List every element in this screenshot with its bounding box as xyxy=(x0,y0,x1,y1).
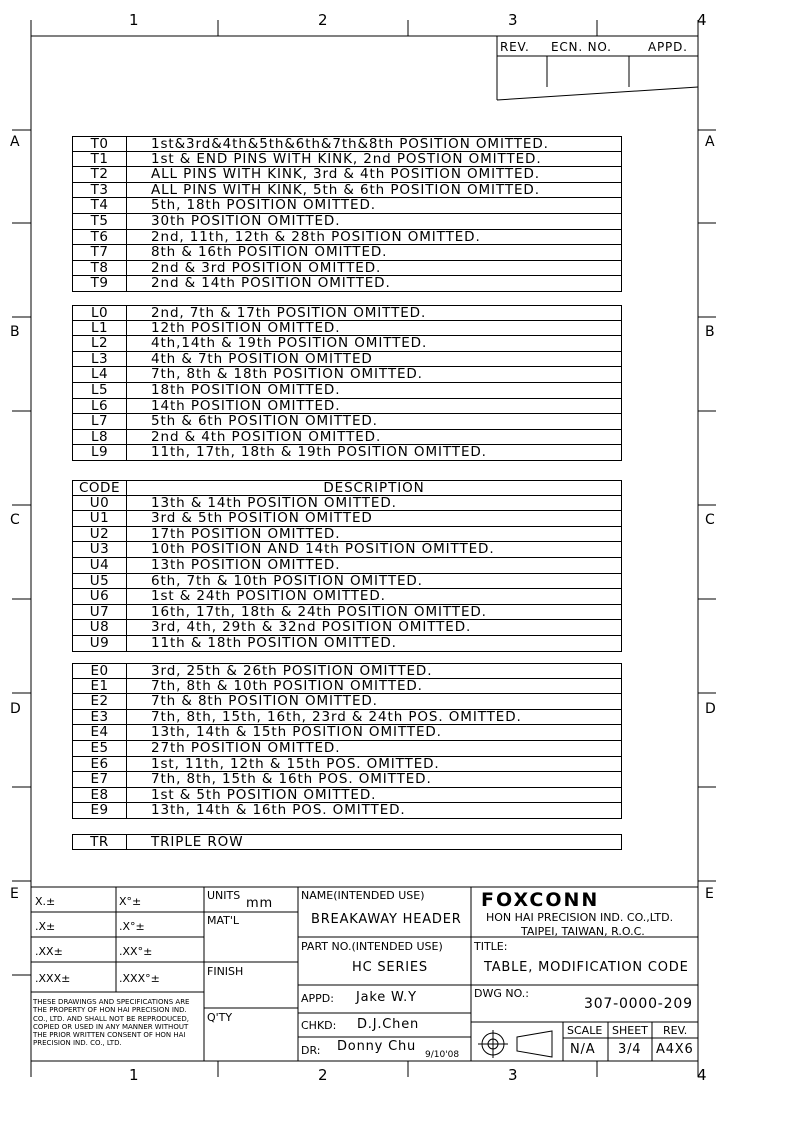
grid-row-b: B xyxy=(10,324,20,340)
grid-row-d-right: D xyxy=(705,701,716,717)
table-row xyxy=(72,511,622,527)
code-table-u xyxy=(72,480,622,652)
row-description: 1st & 24th POSITION OMITTED. xyxy=(151,588,386,605)
row-description: 2nd & 14th POSITION OMITTED. xyxy=(151,275,391,292)
table-row xyxy=(72,245,622,261)
grid-row-c: C xyxy=(10,512,20,528)
projection-symbol-cone xyxy=(517,1031,552,1057)
code-table-e xyxy=(72,663,622,819)
row-code: E9 xyxy=(73,803,127,818)
finish-label: FINISH xyxy=(207,965,244,978)
row-description: 14th POSITION OMITTED. xyxy=(151,397,341,414)
material-label: MAT'L xyxy=(207,914,240,927)
tolerance-1-place: .X± xyxy=(35,920,56,933)
table-row xyxy=(72,694,622,710)
code-column-header: CODE xyxy=(73,481,127,495)
row-description: 2nd, 11th, 12th & 28th POSITION OMITTED. xyxy=(151,228,481,245)
row-code: E4 xyxy=(73,725,127,740)
row-description: 2nd, 7th & 17th POSITION OMITTED. xyxy=(151,305,427,321)
row-code: T2 xyxy=(73,167,127,182)
units-value: mm xyxy=(246,896,273,911)
row-description: 1st & 5th POSITION OMITTED. xyxy=(151,786,377,803)
scale-value: N/A xyxy=(570,1042,596,1057)
row-code: T3 xyxy=(73,183,127,198)
row-description: 30th POSITION OMITTED. xyxy=(151,212,341,229)
checked-value: D.J.Chen xyxy=(357,1017,420,1032)
approved-value: Jake W.Y xyxy=(356,990,417,1005)
table-row xyxy=(72,305,622,321)
table-row xyxy=(72,558,622,574)
title-label: TITLE: xyxy=(474,940,508,953)
company-location: TAIPEI, TAIWAN, R.O.C. xyxy=(521,925,645,938)
description-column-header: DESCRIPTION xyxy=(323,480,425,496)
table-row xyxy=(72,430,622,446)
units-label: UNITS xyxy=(207,889,241,902)
tolerance-2-place: .XX± xyxy=(35,945,63,958)
row-description: 13th, 14th & 15th POSITION OMITTED. xyxy=(151,724,442,741)
proprietary-notice: THESE DRAWINGS AND SPECIFICATIONS ARE THE PROPERTY OF HON HAI PRECISION IND. CO., LTD. AND SHALL NOT BE REPRODUCED, COPIED OR USED IN ANY MANNER WITHOUT THE PRIOR WRITTEN CONSENT OF HON HAI PRECISION IND. CO., LTD. xyxy=(33,998,190,1048)
row-code: E1 xyxy=(73,679,127,694)
company-name: HON HAI PRECISION IND. CO.,LTD. xyxy=(486,911,674,924)
row-description: 2nd & 4th POSITION OMITTED. xyxy=(151,428,382,445)
table-row xyxy=(72,574,622,590)
row-code: E8 xyxy=(73,788,127,803)
table-row xyxy=(72,183,622,199)
table-row xyxy=(72,636,622,652)
row-code: E5 xyxy=(73,741,127,756)
tolerance-3-place: .XXX± xyxy=(35,972,71,985)
row-code: L1 xyxy=(73,321,127,336)
row-code: T6 xyxy=(73,230,127,245)
row-description: 7th, 8th & 10th POSITION OMITTED. xyxy=(151,677,423,694)
row-code: U9 xyxy=(73,636,127,651)
row-description: 13th POSITION OMITTED. xyxy=(151,556,341,573)
code-table-t xyxy=(72,136,622,292)
table-row xyxy=(72,803,622,819)
row-description: 11th, 17th, 18th & 19th POSITION OMITTED. xyxy=(151,444,487,461)
grid-col-3-bottom: 3 xyxy=(508,1066,518,1084)
sheet-value: 3/4 xyxy=(618,1042,642,1057)
table-row xyxy=(72,589,622,605)
approved-label: APPD: xyxy=(301,992,334,1005)
table-row xyxy=(72,198,622,214)
row-code: T0 xyxy=(73,137,127,151)
row-code: U4 xyxy=(73,558,127,573)
sheet-label: SHEET xyxy=(612,1024,648,1037)
table-row xyxy=(72,136,622,152)
rev-label: REV. xyxy=(663,1024,688,1037)
table-row xyxy=(72,414,622,430)
name-label: NAME(INTENDED USE) xyxy=(301,889,425,902)
row-description: 4th & 7th POSITION OMITTED xyxy=(151,350,373,367)
row-code: L0 xyxy=(73,306,127,320)
row-code: E2 xyxy=(73,694,127,709)
row-code: E0 xyxy=(73,664,127,678)
row-description: 16th, 17th, 18th & 24th POSITION OMITTED. xyxy=(151,603,487,620)
row-description: 1st&3rd&4th&5th&6th&7th&8th POSITION OMITTED. xyxy=(151,136,549,152)
table-row xyxy=(72,367,622,383)
table-row xyxy=(72,757,622,773)
revision-ecn-label: ECN. NO. xyxy=(551,40,612,54)
tolerance-x-angle: X°± xyxy=(119,895,142,908)
table-row xyxy=(72,542,622,558)
row-description: 1st, 11th, 12th & 15th POS. OMITTED. xyxy=(151,755,440,772)
row-description: 3rd, 4th, 29th & 32nd POSITION OMITTED. xyxy=(151,619,472,636)
row-code: U5 xyxy=(73,574,127,589)
table-row xyxy=(72,741,622,757)
grid-col-2: 2 xyxy=(318,11,328,29)
row-description: 7th, 8th, 15th, 16th, 23rd & 24th POS. OMITTED. xyxy=(151,708,522,725)
name-value: BREAKAWAY HEADER xyxy=(311,912,462,927)
row-description: 8th & 16th POSITION OMITTED. xyxy=(151,244,388,261)
tolerance-2-place-angle: .XX°± xyxy=(119,945,153,958)
part-number-label: PART NO.(INTENDED USE) xyxy=(301,940,443,953)
row-description: 7th, 8th & 18th POSITION OMITTED. xyxy=(151,366,423,383)
checked-label: CHKD: xyxy=(301,1019,337,1032)
row-description: 7th, 8th, 15th & 16th POS. OMITTED. xyxy=(151,771,432,788)
row-code: T4 xyxy=(73,198,127,213)
row-description: 11th & 18th POSITION OMITTED. xyxy=(151,634,397,651)
grid-row-e: E xyxy=(10,886,19,902)
row-description: 18th POSITION OMITTED. xyxy=(151,381,341,398)
table-row xyxy=(72,230,622,246)
row-description: ALL PINS WITH KINK, 5th & 6th POSITION OMITTED. xyxy=(151,181,540,198)
grid-row-c-right: C xyxy=(705,512,715,528)
row-code: L2 xyxy=(73,336,127,351)
title-value: TABLE, MODIFICATION CODE xyxy=(484,960,689,975)
row-description: 3rd & 5th POSITION OMITTED xyxy=(151,510,373,527)
drawing-number-label: DWG NO.: xyxy=(474,987,530,1000)
row-code: L9 xyxy=(73,445,127,460)
table-row xyxy=(72,620,622,636)
row-code: E3 xyxy=(73,710,127,725)
row-code: T1 xyxy=(73,152,127,167)
row-code: U1 xyxy=(73,511,127,526)
drawn-value: Donny Chu xyxy=(337,1039,417,1054)
row-code: U6 xyxy=(73,589,127,604)
row-code: U7 xyxy=(73,605,127,620)
table-row xyxy=(72,663,622,679)
table-row xyxy=(72,383,622,399)
grid-col-1-bottom: 1 xyxy=(129,1066,139,1084)
revision-rev-label: REV. xyxy=(500,40,530,54)
grid-row-a-right: A xyxy=(705,134,715,150)
row-description: 27th POSITION OMITTED. xyxy=(151,739,341,756)
grid-row-d: D xyxy=(10,701,21,717)
grid-row-b-right: B xyxy=(705,324,715,340)
row-code: L3 xyxy=(73,352,127,367)
table-row xyxy=(72,679,622,695)
grid-col-3: 3 xyxy=(508,11,518,29)
table-row xyxy=(72,352,622,368)
drawn-date: 9/10'08 xyxy=(425,1050,460,1060)
row-code: U2 xyxy=(73,527,127,542)
row-description: 13th & 14th POSITION OMITTED. xyxy=(151,494,397,511)
tolerance-x: X.± xyxy=(35,895,56,908)
row-description: 12th POSITION OMITTED. xyxy=(151,319,341,336)
row-description: 2nd & 3rd POSITION OMITTED. xyxy=(151,259,382,276)
grid-col-4-bottom: 4 xyxy=(697,1066,707,1084)
row-code: U3 xyxy=(73,542,127,557)
row-description: 1st & END PINS WITH KINK, 2nd POSTION OMITTED. xyxy=(151,150,542,167)
row-code: L4 xyxy=(73,367,127,382)
table-row xyxy=(72,710,622,726)
row-code: U8 xyxy=(73,620,127,635)
row-description: 10th POSITION AND 14th POSITION OMITTED. xyxy=(151,541,495,558)
row-code: T8 xyxy=(73,261,127,276)
row-description: 5th & 6th POSITION OMITTED. xyxy=(151,413,378,430)
rev-value: A4X6 xyxy=(656,1042,694,1057)
table-row xyxy=(72,276,622,292)
code-table-tr xyxy=(72,834,622,850)
row-code: L6 xyxy=(73,399,127,414)
drawn-label: DR: xyxy=(301,1044,321,1057)
row-description: ALL PINS WITH KINK, 3rd & 4th POSITION OMITTED. xyxy=(151,166,540,183)
grid-col-4: 4 xyxy=(697,11,707,29)
table-row xyxy=(72,725,622,741)
table-row xyxy=(72,167,622,183)
foxconn-logo: FOXCONN xyxy=(481,889,600,911)
row-description: 13th, 14th & 16th POS. OMITTED. xyxy=(151,802,406,819)
row-code: L5 xyxy=(73,383,127,398)
table-row xyxy=(72,496,622,512)
table-row xyxy=(72,834,622,850)
table-row xyxy=(72,261,622,277)
table-row xyxy=(72,214,622,230)
row-code: T9 xyxy=(73,276,127,291)
table-row xyxy=(72,527,622,543)
row-code: U0 xyxy=(73,496,127,511)
table-row xyxy=(72,336,622,352)
grid-col-1: 1 xyxy=(129,11,139,29)
table-row xyxy=(72,605,622,621)
row-code: E7 xyxy=(73,772,127,787)
row-description: 6th, 7th & 10th POSITION OMITTED. xyxy=(151,572,423,589)
row-code: T7 xyxy=(73,245,127,260)
table-header-row xyxy=(72,480,622,496)
drawing-number-value: 307-0000-209 xyxy=(584,996,693,1012)
grid-col-2-bottom: 2 xyxy=(318,1066,328,1084)
row-description: 7th & 8th POSITION OMITTED. xyxy=(151,693,378,710)
row-description: 5th, 18th POSITION OMITTED. xyxy=(151,197,376,214)
part-number-value: HC SERIES xyxy=(352,960,428,975)
table-row xyxy=(72,321,622,337)
tolerance-1-place-angle: .X°± xyxy=(119,920,145,933)
table-row xyxy=(72,152,622,168)
table-row xyxy=(72,788,622,804)
tolerance-3-place-angle: .XXX°± xyxy=(119,972,160,985)
row-code: L7 xyxy=(73,414,127,429)
row-description: TRIPLE ROW xyxy=(151,834,244,850)
row-code: T5 xyxy=(73,214,127,229)
revision-appd-label: APPD. xyxy=(648,40,688,54)
row-code: TR xyxy=(73,835,127,849)
row-code: E6 xyxy=(73,757,127,772)
row-description: 3rd, 25th & 26th POSITION OMITTED. xyxy=(151,663,433,679)
row-description: 4th,14th & 19th POSITION OMITTED. xyxy=(151,335,428,352)
row-code: L8 xyxy=(73,430,127,445)
table-row xyxy=(72,772,622,788)
grid-row-e-right: E xyxy=(705,886,714,902)
row-description: 17th POSITION OMITTED. xyxy=(151,525,341,542)
table-row xyxy=(72,399,622,415)
scale-label: SCALE xyxy=(567,1024,603,1037)
grid-row-a: A xyxy=(10,134,20,150)
table-row xyxy=(72,445,622,461)
code-table-l xyxy=(72,305,622,461)
quantity-label: Q'TY xyxy=(207,1011,233,1024)
